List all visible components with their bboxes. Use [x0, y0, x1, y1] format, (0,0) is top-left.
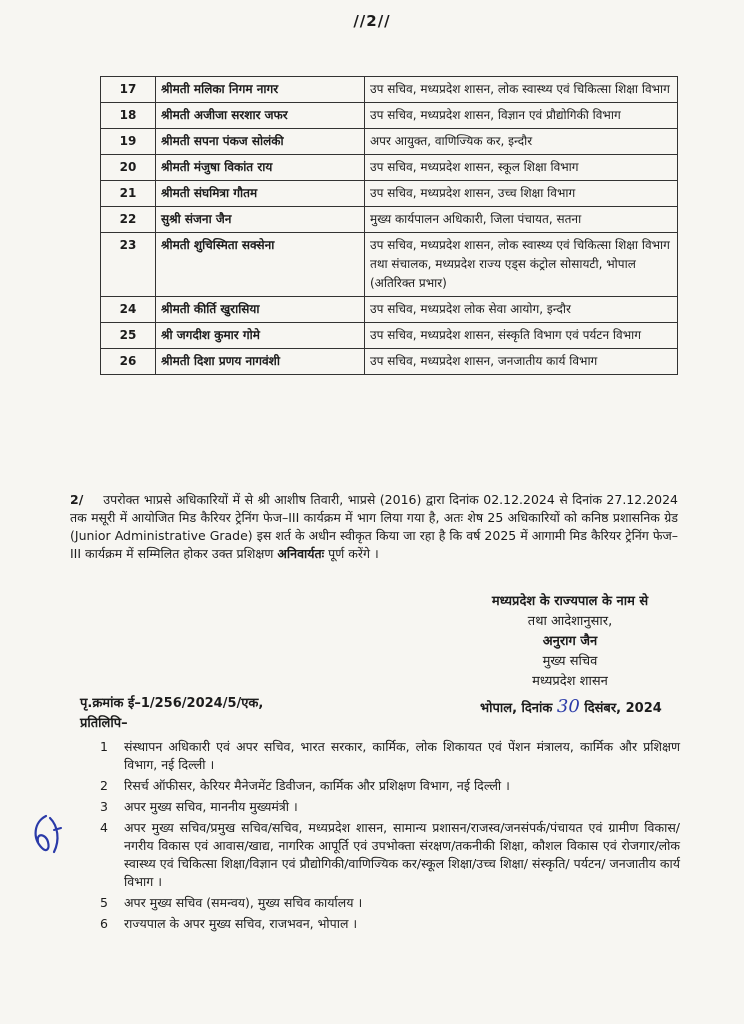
copy-item — [100, 915, 680, 933]
officer-name: सुश्री संजना जैन — [156, 207, 365, 233]
paragraph-number: 2/ — [70, 492, 84, 507]
copy-item-text: संस्थापन अधिकारी एवं अपर सचिव, भारत सरकार, कार्मिक, लोक शिकायत एवं पेंशन मंत्रालय, कार्मिक और प्रशिक्षण विभाग, नई दिल्ली । — [124, 739, 680, 772]
date-suffix: दिसंबर, 2024 — [579, 701, 662, 716]
officer-name: श्रीमती मंजुषा विकांत राय — [156, 155, 365, 181]
copy-item-number: 2 — [100, 778, 108, 793]
paragraph-tail: पूर्ण करेंगे । — [324, 546, 379, 561]
officer-serial: 24 — [101, 297, 156, 323]
officer-row — [101, 77, 678, 103]
officer-name: श्रीमती दिशा प्रणय नागवंशी — [156, 349, 365, 375]
date-prefix: भोपाल, दिनांक — [480, 701, 557, 716]
paragraph-2 — [70, 491, 678, 563]
officer-name: श्रीमती सपना पंकज सोलंकी — [156, 129, 365, 155]
officer-serial: 23 — [101, 233, 156, 297]
officer-serial: 19 — [101, 129, 156, 155]
paragraph-emphasis: अनिवार्यतः — [277, 546, 325, 561]
initials-mark-icon — [28, 812, 66, 856]
officer-posting: उप सचिव, मध्यप्रदेश शासन, लोक स्वास्थ्य एवं चिकित्सा शिक्षा विभाग तथा संचालक, मध्यप्रदेश राज्य एड्स कंट्रोल सोसायटी, भोपाल (अतिरिक्त प्रभार) — [365, 233, 678, 297]
officers-table — [100, 76, 678, 375]
signatory-designation: मुख्य सचिव — [542, 654, 598, 669]
copy-item — [100, 798, 680, 816]
officer-row — [101, 233, 678, 297]
copy-item-number: 6 — [100, 916, 108, 931]
signature-line-1: मध्यप्रदेश के राज्यपाल के नाम से — [491, 594, 649, 609]
signature-block — [440, 592, 700, 692]
copy-item — [100, 738, 680, 774]
officer-serial: 26 — [101, 349, 156, 375]
officer-posting: उप सचिव, मध्यप्रदेश लोक सेवा आयोग, इन्दौर — [365, 297, 678, 323]
officer-serial: 22 — [101, 207, 156, 233]
officer-name: श्रीमती अजीजा सरशार जफर — [156, 103, 365, 129]
officer-serial: 25 — [101, 323, 156, 349]
officer-name: श्रीमती कीर्ति खुरासिया — [156, 297, 365, 323]
officer-posting: उप सचिव, मध्यप्रदेश शासन, जनजातीय कार्य विभाग — [365, 349, 678, 375]
copy-item-text: रिसर्च ऑफीसर, केरियर मैनेजमेंट डिवीजन, कार्मिक और प्रशिक्षण विभाग, नई दिल्ली । — [124, 778, 510, 793]
copy-label: प्रतिलिपि– — [80, 716, 128, 731]
copy-item-number: 5 — [100, 895, 108, 910]
date-line — [480, 696, 662, 717]
reference-block — [80, 694, 263, 734]
officer-serial: 20 — [101, 155, 156, 181]
officer-posting: उप सचिव, मध्यप्रदेश शासन, उच्च शिक्षा विभाग — [365, 181, 678, 207]
copy-list — [100, 738, 680, 936]
officer-name: श्रीमती शुचिस्मिता सक्सेना — [156, 233, 365, 297]
copy-item — [100, 819, 680, 891]
officer-name: श्री जगदीश कुमार गोमे — [156, 323, 365, 349]
officer-row — [101, 207, 678, 233]
date-day-handwritten: 30 — [556, 696, 580, 717]
officer-name: श्रीमती मलिका निगम नागर — [156, 77, 365, 103]
signatory-name: अनुराग जैन — [542, 634, 598, 649]
officer-posting: उप सचिव, मध्यप्रदेश शासन, लोक स्वास्थ्य एवं चिकित्सा शिक्षा विभाग — [365, 77, 678, 103]
copy-item-text: अपर मुख्य सचिव (समन्वय), मुख्य सचिव कार्यालय । — [124, 895, 363, 910]
officer-row — [101, 181, 678, 207]
officer-posting: अपर आयुक्त, वाणिज्यिक कर, इन्दौर — [365, 129, 678, 155]
officer-posting: उप सचिव, मध्यप्रदेश शासन, स्कूल शिक्षा विभाग — [365, 155, 678, 181]
copy-item-text: अपर मुख्य सचिव/प्रमुख सचिव/सचिव, मध्यप्रदेश शासन, सामान्य प्रशासन/राजस्व/जनसंपर्क/पंचायत एवं ग्रामीण विकास/नगरीय विकास एवं आवास/खाद्य, नागरिक आपूर्ति एवं उपभोक्ता संरक्षण/तकनीकी शिक्षा, कौशल विकास एवं रोजगार/लोक स्वास्थ्य एवं चिकित्सा शिक्षा/विज्ञान एवं प्रौद्योगिकी/वाणिज्यिक कर/स्कूल शिक्षा/उच्च शिक्षा/ संस्कृति/ पर्यटन/ जनजातीय कार्य विभाग । — [124, 820, 680, 889]
paragraph-text: उपरोक्त भाप्रसे अधिकारियों में से श्री आशीष तिवारी, भाप्रसे (2016) द्वारा दिनांक 02.12.2024 से दिनांक 27.12.2024 तक मसूरी में आयोजित मिड कैरियर ट्रेनिंग फेज–III कार्यक्रम में भाग लिया गया है, अतः शेष 25 अधिकारियों को कनिष्ठ प्रशासनिक ग्रेड (Junior Administrative Grade) इस शर्त के अधीन स्वीकृत किया जा रहा है कि वर्ष 2025 में आगामी मिड कैरियर ट्रेनिंग फेज–III कार्यक्रम में सम्मिलित होकर उक्त प्रशिक्षण — [70, 492, 678, 561]
officer-row — [101, 129, 678, 155]
signatory-office: मध्यप्रदेश शासन — [532, 674, 608, 689]
officer-row — [101, 103, 678, 129]
officer-posting: मुख्य कार्यपालन अधिकारी, जिला पंचायत, सतना — [365, 207, 678, 233]
officer-serial: 17 — [101, 77, 156, 103]
officer-posting: उप सचिव, मध्यप्रदेश शासन, विज्ञान एवं प्रौद्योगिकी विभाग — [365, 103, 678, 129]
copy-item — [100, 894, 680, 912]
officer-serial: 21 — [101, 181, 156, 207]
copy-item-number: 3 — [100, 799, 108, 814]
officer-posting: उप सचिव, मध्यप्रदेश शासन, संस्कृति विभाग एवं पर्यटन विभाग — [365, 323, 678, 349]
copy-item-number: 4 — [100, 820, 108, 835]
officer-row — [101, 297, 678, 323]
officer-row — [101, 323, 678, 349]
page-number: //2// — [353, 12, 391, 30]
copy-item-text: राज्यपाल के अपर मुख्य सचिव, राजभवन, भोपाल । — [124, 916, 358, 931]
officer-name: श्रीमती संघमित्रा गौतम — [156, 181, 365, 207]
signature-line-2: तथा आदेशानुसार, — [527, 614, 613, 629]
officer-serial: 18 — [101, 103, 156, 129]
copy-item-text: अपर मुख्य सचिव, माननीय मुख्यमंत्री । — [124, 799, 298, 814]
officer-row — [101, 155, 678, 181]
copy-item — [100, 777, 680, 795]
reference-number: पृ.क्रमांक ई–1/256/2024/5/एक, — [80, 696, 264, 711]
officer-row — [101, 349, 678, 375]
copy-item-number: 1 — [100, 739, 108, 754]
